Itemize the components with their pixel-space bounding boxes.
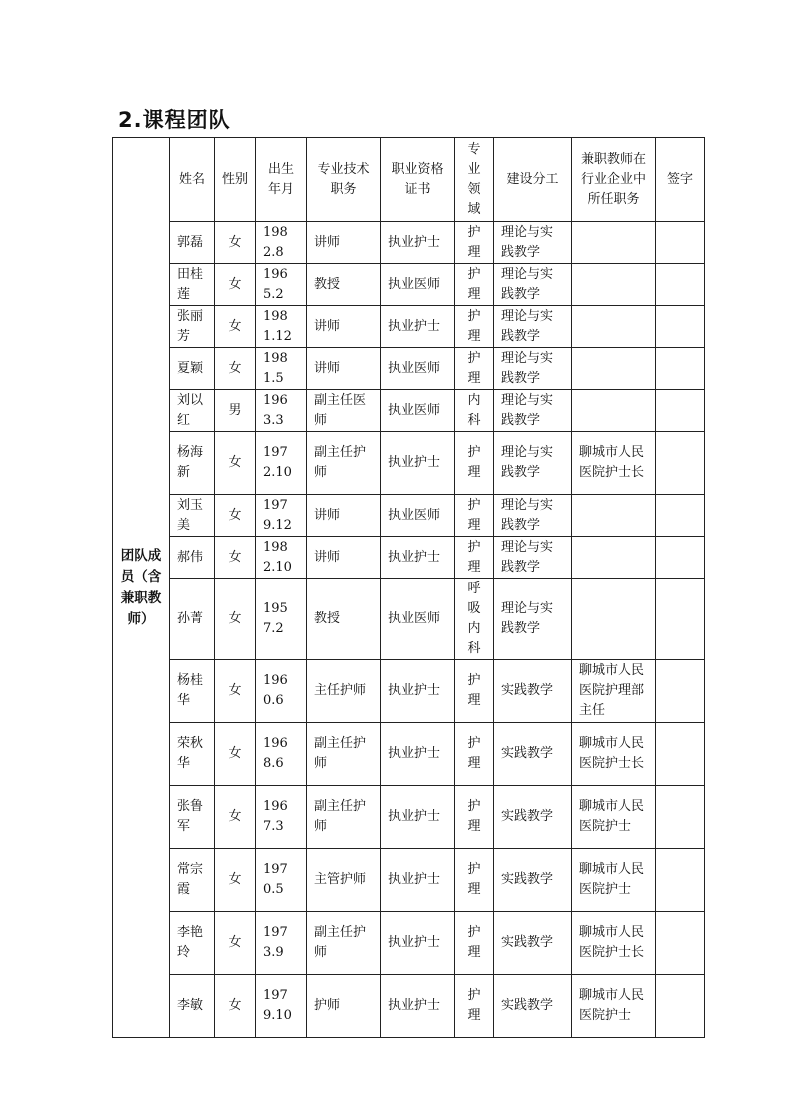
- member-birth: 1982.10: [256, 537, 307, 579]
- member-birth: 1981.5: [256, 348, 307, 390]
- page-title: 2.课程团队: [118, 108, 231, 132]
- group-label-cell: [113, 138, 170, 1038]
- member-cert: 执业医师: [381, 390, 455, 432]
- member-row: [113, 264, 705, 306]
- member-row: [113, 222, 705, 264]
- member-row: [113, 786, 705, 849]
- header-job: 兼职教师在行业企业中所任职务: [572, 138, 656, 222]
- header-role: 建设分工: [494, 138, 572, 222]
- member-row: [113, 495, 705, 537]
- member-sign-cell: [656, 723, 705, 786]
- header-gender: 性别: [215, 138, 256, 222]
- member-cert: 执业护士: [381, 306, 455, 348]
- member-title: 讲师: [307, 495, 381, 537]
- member-gender: 女: [215, 660, 256, 723]
- member-gender: 女: [215, 723, 256, 786]
- member-field: 护理: [455, 537, 494, 579]
- member-gender: 女: [215, 264, 256, 306]
- member-title: 教授: [307, 264, 381, 306]
- member-title: 副主任护师: [307, 723, 381, 786]
- member-job: [572, 495, 656, 537]
- member-field: 护理: [455, 786, 494, 849]
- member-job: 聊城市人民医院护士: [572, 849, 656, 912]
- member-sign-cell: [656, 849, 705, 912]
- member-field: 护理: [455, 348, 494, 390]
- member-field: 护理: [455, 432, 494, 495]
- member-birth: 1963.3: [256, 390, 307, 432]
- member-cert: 执业护士: [381, 723, 455, 786]
- member-field: 护理: [455, 264, 494, 306]
- member-cert: 执业护士: [381, 660, 455, 723]
- member-name: 郝伟: [170, 537, 215, 579]
- member-title: 副主任护师: [307, 786, 381, 849]
- member-field: 护理: [455, 849, 494, 912]
- member-job: 聊城市人民医院护士长: [572, 912, 656, 975]
- member-sign-cell: [656, 912, 705, 975]
- member-birth: 1973.9: [256, 912, 307, 975]
- member-gender: 女: [215, 432, 256, 495]
- member-role: 理论与实践教学: [494, 264, 572, 306]
- member-sign-cell: [656, 579, 705, 660]
- member-sign-cell: [656, 432, 705, 495]
- member-role: 理论与实践教学: [494, 348, 572, 390]
- member-role: 理论与实践教学: [494, 306, 572, 348]
- member-field: 护理: [455, 306, 494, 348]
- member-name: 张丽芳: [170, 306, 215, 348]
- member-cert: 执业医师: [381, 264, 455, 306]
- member-role: 理论与实践教学: [494, 432, 572, 495]
- member-field: 护理: [455, 495, 494, 537]
- member-cert: 执业护士: [381, 537, 455, 579]
- member-title: 教授: [307, 579, 381, 660]
- member-row: [113, 390, 705, 432]
- member-title: 讲师: [307, 537, 381, 579]
- member-sign-cell: [656, 264, 705, 306]
- member-gender: 女: [215, 537, 256, 579]
- member-name: 杨海新: [170, 432, 215, 495]
- member-field: 护理: [455, 975, 494, 1038]
- member-row: [113, 579, 705, 660]
- member-cert: 执业医师: [381, 495, 455, 537]
- member-title: 讲师: [307, 222, 381, 264]
- member-cert: 执业护士: [381, 975, 455, 1038]
- member-birth: 1982.8: [256, 222, 307, 264]
- member-role: 实践教学: [494, 786, 572, 849]
- member-birth: 1981.12: [256, 306, 307, 348]
- member-name: 夏颖: [170, 348, 215, 390]
- header-row: [113, 138, 705, 222]
- member-job: 聊城市人民医院护理部主任: [572, 660, 656, 723]
- member-cert: 执业护士: [381, 849, 455, 912]
- member-birth: 1957.2: [256, 579, 307, 660]
- member-gender: 女: [215, 579, 256, 660]
- member-role: 实践教学: [494, 723, 572, 786]
- member-gender: 女: [215, 348, 256, 390]
- member-gender: 女: [215, 786, 256, 849]
- member-cert: 执业护士: [381, 432, 455, 495]
- team-table-body: [113, 138, 705, 1038]
- member-role: 实践教学: [494, 912, 572, 975]
- member-title: 讲师: [307, 306, 381, 348]
- member-sign-cell: [656, 348, 705, 390]
- member-role: 实践教学: [494, 660, 572, 723]
- member-sign-cell: [656, 786, 705, 849]
- member-row: [113, 975, 705, 1038]
- member-title: 副主任护师: [307, 432, 381, 495]
- member-job: [572, 348, 656, 390]
- member-gender: 女: [215, 306, 256, 348]
- member-gender: 女: [215, 912, 256, 975]
- member-gender: 女: [215, 495, 256, 537]
- member-sign-cell: [656, 222, 705, 264]
- member-row: [113, 660, 705, 723]
- member-row: [113, 849, 705, 912]
- member-job: [572, 306, 656, 348]
- member-cert: 执业医师: [381, 348, 455, 390]
- member-name: 刘以红: [170, 390, 215, 432]
- member-birth: 1967.3: [256, 786, 307, 849]
- member-name: 郭磊: [170, 222, 215, 264]
- member-role: 理论与实践教学: [494, 390, 572, 432]
- member-cert: 执业护士: [381, 912, 455, 975]
- header-name: 姓名: [170, 138, 215, 222]
- member-cert: 执业护士: [381, 786, 455, 849]
- member-field: 内科: [455, 390, 494, 432]
- member-name: 荣秋华: [170, 723, 215, 786]
- member-job: 聊城市人民医院护士长: [572, 723, 656, 786]
- team-table: [112, 137, 705, 1038]
- header-sign: 签字: [656, 138, 705, 222]
- member-birth: 1960.6: [256, 660, 307, 723]
- member-job: [572, 390, 656, 432]
- member-birth: 1972.10: [256, 432, 307, 495]
- member-gender: 女: [215, 222, 256, 264]
- member-name: 张鲁军: [170, 786, 215, 849]
- member-cert: 执业护士: [381, 222, 455, 264]
- member-role: 实践教学: [494, 849, 572, 912]
- member-gender: 男: [215, 390, 256, 432]
- member-sign-cell: [656, 975, 705, 1038]
- member-row: [113, 306, 705, 348]
- member-field: 呼吸内科: [455, 579, 494, 660]
- member-gender: 女: [215, 849, 256, 912]
- member-name: 常宗霞: [170, 849, 215, 912]
- member-field: 护理: [455, 222, 494, 264]
- member-title: 副主任护师: [307, 912, 381, 975]
- member-name: 刘玉美: [170, 495, 215, 537]
- member-name: 孙菁: [170, 579, 215, 660]
- member-birth: 1968.6: [256, 723, 307, 786]
- member-sign-cell: [656, 390, 705, 432]
- member-role: 理论与实践教学: [494, 222, 572, 264]
- member-role: 理论与实践教学: [494, 495, 572, 537]
- member-row: [113, 723, 705, 786]
- header-field: 专业领域: [455, 138, 494, 222]
- member-job: [572, 579, 656, 660]
- member-title: 护师: [307, 975, 381, 1038]
- header-birth: 出生年月: [256, 138, 307, 222]
- member-title: 副主任医师: [307, 390, 381, 432]
- member-name: 杨桂华: [170, 660, 215, 723]
- member-job: [572, 222, 656, 264]
- member-cert: 执业医师: [381, 579, 455, 660]
- member-field: 护理: [455, 660, 494, 723]
- member-job: [572, 537, 656, 579]
- member-birth: 1970.5: [256, 849, 307, 912]
- member-role: 实践教学: [494, 975, 572, 1038]
- header-title: 专业技术职务: [307, 138, 381, 222]
- member-row: [113, 432, 705, 495]
- member-birth: 1979.12: [256, 495, 307, 537]
- member-role: 理论与实践教学: [494, 579, 572, 660]
- member-sign-cell: [656, 306, 705, 348]
- header-cert: 职业资格证书: [381, 138, 455, 222]
- member-name: 李艳玲: [170, 912, 215, 975]
- member-gender: 女: [215, 975, 256, 1038]
- member-sign-cell: [656, 495, 705, 537]
- member-sign-cell: [656, 660, 705, 723]
- member-birth: 1979.10: [256, 975, 307, 1038]
- member-row: [113, 348, 705, 390]
- member-row: [113, 537, 705, 579]
- member-title: 讲师: [307, 348, 381, 390]
- member-row: [113, 912, 705, 975]
- group-label: 团队成员（含兼职教师）: [120, 547, 162, 627]
- member-field: 护理: [455, 723, 494, 786]
- member-field: 护理: [455, 912, 494, 975]
- member-birth: 1965.2: [256, 264, 307, 306]
- member-role: 理论与实践教学: [494, 537, 572, 579]
- member-job: 聊城市人民医院护士长: [572, 432, 656, 495]
- member-title: 主任护师: [307, 660, 381, 723]
- member-job: 聊城市人民医院护士: [572, 975, 656, 1038]
- member-name: 田桂莲: [170, 264, 215, 306]
- member-sign-cell: [656, 537, 705, 579]
- member-title: 主管护师: [307, 849, 381, 912]
- member-job: 聊城市人民医院护士: [572, 786, 656, 849]
- member-name: 李敏: [170, 975, 215, 1038]
- member-job: [572, 264, 656, 306]
